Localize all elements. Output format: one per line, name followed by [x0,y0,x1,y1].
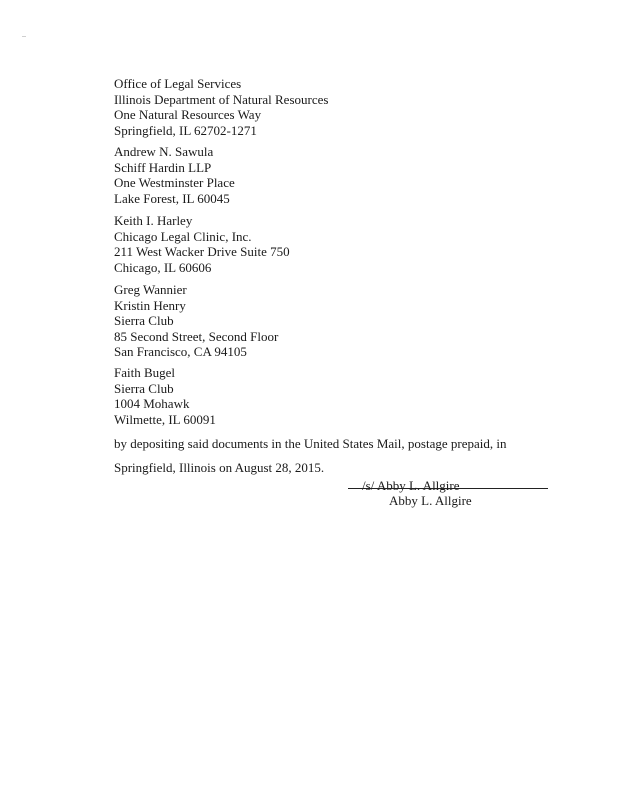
address-line: Sierra Club [114,380,174,396]
address-line: Wilmette, IL 60091 [114,411,216,427]
address-line: Kristin Henry [114,297,186,313]
address-line: Chicago, IL 60606 [114,259,212,275]
address-line: Sierra Club [114,313,174,328]
address-line: Keith I. Harley [114,213,193,228]
address-line: Illinois Department of Natural Resources [114,91,329,107]
address-line: Schiff Hardin LLP [114,159,212,175]
address-line: 211 West Wacker Drive Suite 750 [114,244,290,259]
address-line: Office of Legal Services [114,76,242,91]
signature-line [348,488,548,489]
address-line: Greg Wannier [114,282,187,297]
addressee-block-idnr [114,76,328,138]
addressee-block-sawula [114,144,235,206]
address-line: Faith Bugel [114,365,176,380]
address-line: 1004 Mohawk [114,396,190,411]
address-line: Andrew N. Sawula [114,144,214,159]
address-line: One Westminster Place [114,175,235,190]
electronic-signature: /s/ Abby L. Allgire [362,478,460,493]
signer-name: Abby L. Allgire [389,493,472,508]
closing-line-1: by depositing said documents in the United States Mail, postage prepaid, in [114,436,507,451]
addressee-block-harley [114,213,290,275]
address-line: Chicago Legal Clinic, Inc. [114,228,252,244]
address-line: 85 Second Street, Second Floor [114,328,279,344]
address-line: One Natural Resources Way [114,107,262,122]
scan-speck [22,36,26,37]
addressee-block-sierra-club-sf [114,282,278,360]
closing-line-2: Springfield, Illinois on August 28, 2015. [114,460,325,475]
address-line: Springfield, IL 62702-1271 [114,122,257,138]
addressee-block-bugel [114,365,216,427]
address-line: Lake Forest, IL 60045 [114,190,230,206]
address-line: San Francisco, CA 94105 [114,344,247,359]
